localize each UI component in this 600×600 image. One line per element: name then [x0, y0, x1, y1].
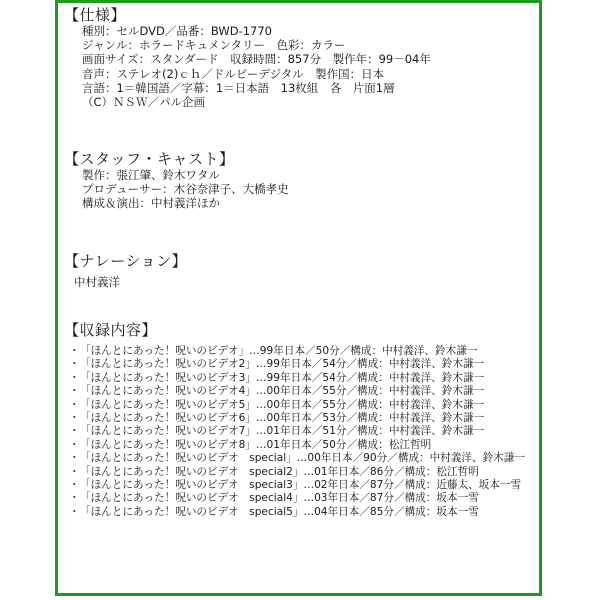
bullet: ・: [69, 412, 80, 425]
list-item: [64, 479, 535, 492]
list-item: [64, 452, 535, 465]
list-item-text: 「ほんとにあった！呪いのビデオ special4」…03年日本／87分／構成：坂本一雪: [80, 492, 479, 505]
list-item-text: 「ほんとにあった！呪いのビデオ2」…99年日本／54分／構成：中村義洋、鈴木謙一: [80, 358, 485, 371]
product-info-frame: [55, 0, 542, 596]
list-item: [64, 399, 535, 412]
staff-line-production: 製作：張江肇、鈴木ワタル: [82, 168, 220, 182]
spec-line-copyright: （C）ＮＳＷ／パル企画: [82, 95, 206, 110]
list-item-text: 「ほんとにあった！呪いのビデオ special3」…02年日本／87分／構成：近藤太、坂本一雪: [80, 479, 522, 492]
bullet: ・: [69, 479, 80, 492]
bullet: ・: [69, 371, 80, 384]
bullet: ・: [69, 492, 80, 505]
list-item: [64, 466, 535, 479]
spec-line-screen: 画面サイズ：スタンダード 収録時間：857分 製作年：99－04年: [82, 52, 431, 67]
list-item-text: 「ほんとにあった！呪いのビデオ8」…01年日本／50分／構成：松江哲明: [80, 438, 432, 451]
list-item-text: 「ほんとにあった！呪いのビデオ special2」…01年日本／86分／構成：松江哲明: [80, 465, 479, 478]
list-item: [64, 372, 535, 385]
bullet: ・: [69, 505, 80, 518]
staff-line-director: 構成＆演出：中村義洋ほか: [82, 196, 220, 211]
list-item: [64, 358, 535, 371]
list-item: [64, 412, 535, 425]
list-item-text: 「ほんとにあった！呪いのビデオ special5」…04年日本／85分／構成：坂本一雪: [80, 505, 479, 518]
staff-line-producer: プロデューサー：木谷奈津子、大橋孝史: [82, 182, 289, 197]
list-item: [64, 425, 535, 438]
list-item-text: 「ほんとにあった！呪いのビデオ5」…00年日本／55分／構成：中村義洋、鈴木謙一: [80, 398, 485, 411]
list-item-text: 「ほんとにあった！呪いのビデオ」…99年日本／50分／構成：中村義洋、鈴木謙一: [80, 345, 478, 357]
narration-section: [64, 252, 535, 289]
list-item: [64, 492, 535, 505]
bullet: ・: [69, 452, 80, 465]
list-item-text: 「ほんとにあった！呪いのビデオ7」…01年日本／51分／構成：中村義洋、鈴木謙一: [80, 425, 485, 438]
spec-section: [64, 6, 535, 109]
bullet: ・: [69, 465, 80, 478]
staff-section: [64, 150, 535, 211]
list-item-text: 「ほんとにあった！呪いのビデオ6」…00年日本／53分／構成：中村義洋、鈴木謙一: [80, 412, 485, 425]
list-item-text: 「ほんとにあった！呪いのビデオ3」…99年日本／54分／構成：中村義洋、鈴木謙一: [80, 371, 485, 384]
bullet: ・: [69, 345, 80, 357]
bullet: ・: [69, 398, 80, 411]
list-item-text: 「ほんとにあった！呪いのビデオ4」…00年日本／55分／構成：中村義洋、鈴木謙一: [80, 385, 485, 398]
list-item: [64, 439, 535, 452]
spec-line-language: 言語：1＝韓国語／字幕：1＝日本語 13枚組 各 片面1層: [82, 80, 395, 95]
bullet: ・: [69, 425, 80, 438]
list-item: [64, 345, 535, 358]
narrator-name: 中村義洋: [74, 275, 120, 289]
list-item: [64, 385, 535, 398]
staff-heading: 【スタッフ・キャスト】: [64, 150, 235, 168]
spec-line-type: 種別：セルDVD／品番：BWD-1770: [82, 24, 272, 38]
spec-line-audio: 音声：ステレオ(2)ｃｈ／ドルビーデジタル 製作国：日本: [82, 66, 385, 81]
contents-section: [64, 321, 535, 519]
list-item-text: 「ほんとにあった！呪いのビデオ special」…00年日本／90分／構成：中村義洋、鈴木謙一: [80, 452, 525, 465]
bullet: ・: [69, 385, 80, 398]
list-item: [64, 506, 535, 519]
bullet: ・: [69, 358, 80, 371]
spec-line-genre: ジャンル：ホラードキュメンタリー 色彩：カラー: [82, 38, 346, 53]
spec-heading: 【仕様】: [64, 6, 127, 24]
contents-heading: 【収録内容】: [64, 321, 158, 339]
narration-heading: 【ナレーション】: [64, 252, 188, 270]
bullet: ・: [69, 438, 80, 451]
